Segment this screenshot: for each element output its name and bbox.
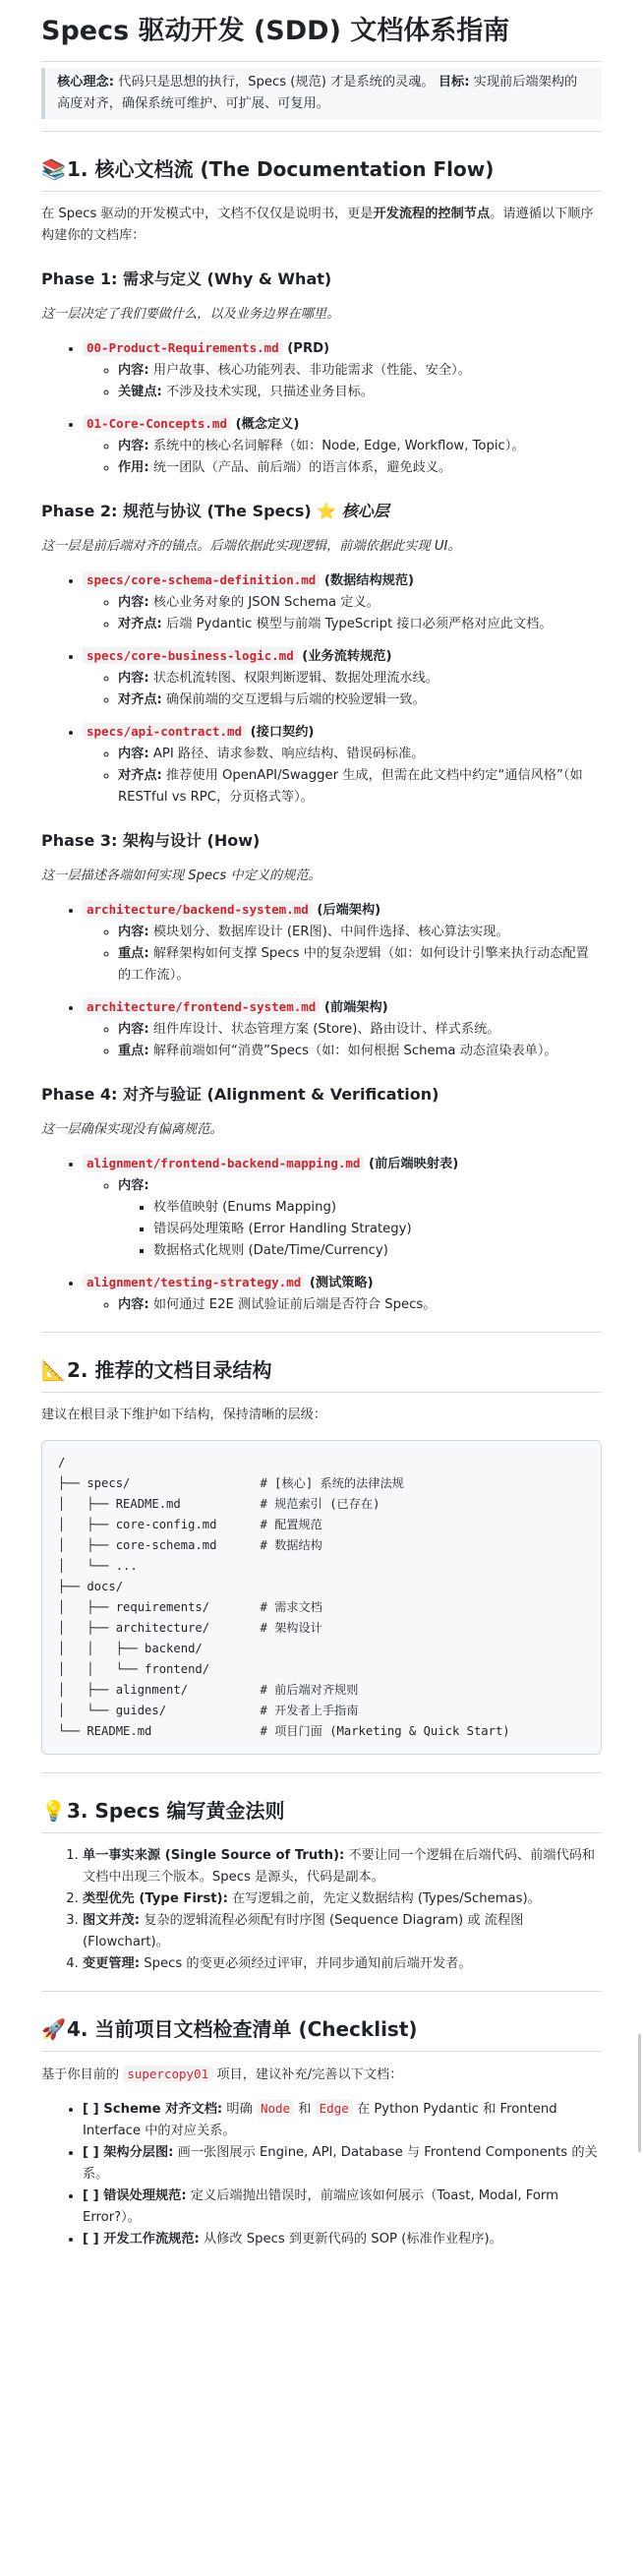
section-2-lead: 建议在根目录下维护如下结构，保持清晰的层级： — [41, 1408, 327, 1422]
item-label: Scheme 对齐文档: — [103, 2102, 223, 2117]
phase-2-list — [41, 569, 602, 809]
file-tag: (业务流转规范) — [297, 649, 392, 664]
item-label: 类型优先 (Type First): — [83, 1891, 228, 1906]
list-item — [118, 382, 602, 403]
item-text: 复杂的逻辑流程必须配有时序图 (Sequence Diagram) 或 流程图 (Flowchart)。 — [83, 1913, 524, 1949]
section-heading-2 — [41, 1347, 602, 1393]
item-text: 模块划分、数据库设计 (ER图)、中间件选择、核心算法实现。 — [148, 925, 509, 939]
file-code: specs/core-business-logic.md — [83, 647, 298, 664]
item-label: 内容: — [118, 671, 149, 686]
item-label: 重点: — [118, 1044, 149, 1058]
list-item — [83, 337, 602, 403]
list-item — [83, 413, 602, 479]
item-text: 从修改 Specs 到更新代码的 SOP (标准作业程序)。 — [199, 2232, 502, 2247]
item-text: 组件库设计、状态管理方案 (Store)、路由设计、样式系统。 — [148, 1022, 500, 1037]
core-text: 代码只是思想的执行，Specs (规范) 才是系统的灵魂。 — [114, 75, 435, 90]
list-item — [83, 1272, 602, 1316]
list-item: ▪ 错误码处理策略 (Error Handling Strategy) — [153, 1219, 602, 1240]
goal-text: 实现前后端架构的高度对齐，确保系统可维护、可扩展、可复用。 — [57, 75, 578, 111]
list-item — [83, 645, 602, 711]
section-heading-text: 4. 当前项目文档检查清单 (Checklist) — [67, 2017, 418, 2041]
item-label: 内容: — [118, 1022, 149, 1037]
section-heading-text: 2. 推荐的文档目录结构 — [67, 1358, 272, 1382]
list-item: ▪ 枚举值映射 (Enums Mapping) — [153, 1197, 602, 1219]
item-label: 内容: — [118, 439, 149, 453]
item-text: 系统中的核心名词解释（如：Node, Edge, Workflow, Topic）。 — [148, 439, 525, 453]
file-tag: (PRD) — [282, 341, 330, 356]
checkbox-marker: [ ] — [83, 2102, 104, 2117]
item-text: 解释前端如何“消费”Specs（如：如何根据 Schema 动态渲染表单）。 — [148, 1044, 557, 1058]
list-item — [118, 765, 602, 809]
phase-4-desc: 这一层确保实现没有偏离规范。 — [41, 1122, 223, 1137]
item-label: 内容: — [118, 363, 149, 378]
lead-text: 基于你目前的 — [41, 2067, 124, 2082]
file-code: alignment/testing-strategy.md — [83, 1274, 305, 1290]
checklist-item — [83, 2186, 602, 2229]
item-text: 用户故事、核心功能列表、非功能需求（性能、安全）。 — [148, 363, 471, 378]
list-item — [83, 569, 602, 635]
item-label: 变更管理: — [83, 1956, 141, 1971]
phase-3-heading: Phase 3: 架构与设计 (How) — [41, 831, 261, 850]
file-code: alignment/frontend-backend-mapping.md — [83, 1155, 364, 1171]
phase-2-heading — [41, 499, 602, 524]
item-text: 和 — [294, 2102, 316, 2117]
inline-code: Edge — [316, 2100, 353, 2117]
section-heading-3 — [41, 1787, 602, 1833]
file-code: specs/core-schema-definition.md — [83, 571, 320, 588]
triangle-ruler-icon: 📐 — [41, 1358, 66, 1382]
item-label: 关键点: — [118, 385, 162, 399]
file-tag: (前端架构) — [320, 1000, 388, 1015]
page-title: Specs 驱动开发 (SDD) 文档体系指南 — [41, 16, 510, 46]
item-label: 对齐点: — [118, 692, 162, 707]
rocket-icon: 🚀 — [41, 2017, 66, 2041]
list-item — [118, 1041, 602, 1062]
list-item — [118, 668, 602, 689]
checkbox-marker: [ ] — [83, 2145, 104, 2160]
item-label: 单一事实来源 (Single Source of Truth): — [83, 1848, 345, 1863]
item-label: 图文并茂: — [83, 1913, 141, 1928]
scrollbar-thumb[interactable] — [638, 2034, 641, 2152]
item-label: 对齐点: — [118, 617, 162, 631]
list-item — [118, 689, 602, 711]
item-text: 不要让同一个逻辑在后端代码、前端代码和文档中出现三个版本。Specs 是源头，代码是副本。 — [83, 1848, 596, 1885]
project-name-code: supercopy01 — [123, 2066, 212, 2082]
list-item — [118, 1019, 602, 1041]
item-label: 内容: — [118, 747, 149, 761]
lead-text: 在 Specs 驱动的开发模式中，文档不仅仅是说明书，更是 — [41, 207, 374, 221]
list-item — [118, 1175, 602, 1262]
section-1-lead — [41, 204, 602, 247]
divider — [41, 1332, 602, 1333]
item-text: API 路径、请求参数、响应结构、错误码标准。 — [148, 747, 425, 761]
file-tag: (接口契约) — [246, 725, 315, 740]
item-text: 确保前端的交互逻辑与后端的校验逻辑一致。 — [161, 692, 426, 707]
file-code: specs/api-contract.md — [83, 723, 246, 740]
list-item: ▪ 数据格式化规则 (Date/Time/Currency) — [153, 1240, 602, 1262]
list-item — [83, 721, 602, 809]
lightbulb-icon: 💡 — [41, 1799, 66, 1823]
phase-1-desc: 这一层决定了我们要做什么，以及业务边界在哪里。 — [41, 307, 340, 322]
file-code: 01-Core-Concepts.md — [83, 415, 231, 432]
checklist-item — [83, 2098, 602, 2142]
item-label: 开发工作流规范: — [103, 2232, 200, 2247]
item-label: 内容: — [118, 925, 149, 939]
phase-4-heading: Phase 4: 对齐与验证 (Alignment & Verification) — [41, 1085, 439, 1104]
section-heading-4 — [41, 2006, 602, 2052]
goal-label: 目标: — [438, 75, 470, 90]
core-label: 核心理念: — [57, 75, 115, 90]
list-item — [118, 592, 602, 614]
checklist-item — [83, 2229, 602, 2250]
item-text: 后端 Pydantic 模型与前端 TypeScript 接口必须严格对应此文档。 — [161, 617, 553, 631]
list-item — [118, 922, 602, 943]
section-heading-text: 1. 核心文档流 (The Documentation Flow) — [67, 157, 495, 181]
item-label: 内容: — [118, 1178, 149, 1193]
phase-heading-em: 核心层 — [336, 502, 389, 520]
file-tag: (后端架构) — [312, 903, 381, 918]
section-heading-1 — [41, 146, 602, 192]
list-item — [118, 1294, 602, 1316]
list-item — [118, 744, 602, 765]
lead-bold: 开发流程的控制节点 — [373, 207, 491, 221]
item-text: 核心业务对象的 JSON Schema 定义。 — [148, 595, 380, 610]
item-label: 内容: — [118, 595, 149, 610]
phase-1-heading: Phase 1: 需求与定义 (Why & What) — [41, 270, 332, 288]
section-heading-text: 3. Specs 编写黄金法则 — [67, 1799, 285, 1823]
item-text: 在 Python Pydantic 和 Frontend Interface 中的对应关系。 — [83, 2102, 557, 2138]
directory-tree-code-block: / ├── specs/ # [核心] 系统的法律法规 │ ├── README.md # 规范索引 (已存在) │ ├── core-config.md # 配置规范 │ ├── core-schema.md # 数据结构 │ └── ... ├── docs/ │ ├── requirements/ # 需求文档 │ ├── architecture/ # 架构设计 │ │ ├── backend/ │ │ └── frontend/ │ ├── alignment/ # 前后端对齐规则 │ └── guides/ # 开发者上手指南 └── README.md # 项目门面 (Marketing & Quick Start) — [41, 1440, 602, 1755]
item-text: 在写逻辑之前，先定义数据结构 (Types/Schemas)。 — [227, 1891, 541, 1906]
lead-text: 。请遵循以下顺序构建你的文档库： — [41, 207, 594, 243]
books-icon: 📚 — [41, 157, 66, 181]
phase-1-list — [41, 337, 602, 479]
item-text: 状态机流转图、权限判断逻辑、数据处理流水线。 — [148, 671, 438, 686]
file-code: 00-Product-Requirements.md — [83, 339, 283, 356]
list-item — [83, 1153, 602, 1262]
list-item — [83, 899, 602, 987]
checklist-item — [83, 2142, 602, 2186]
item-label: 错误处理规范: — [103, 2188, 187, 2203]
checkbox-marker: [ ] — [83, 2188, 104, 2203]
divider — [41, 131, 602, 132]
list-item — [83, 1910, 602, 1953]
item-text: 定义后端抛出错误时，前端应该如何展示（Toast, Modal, Form Error?）。 — [83, 2188, 558, 2225]
divider — [41, 1772, 602, 1773]
phase-3-desc: 这一层描述各端如何实现 Specs 中定义的规范。 — [41, 869, 322, 883]
file-code: architecture/backend-system.md — [83, 901, 313, 918]
list-item — [118, 457, 602, 479]
item-text: 解释架构如何支撑 Specs 中的复杂逻辑（如：如何设计引擎来执行动态配置的工作流）。 — [118, 946, 589, 983]
checkbox-marker: [ ] — [83, 2232, 104, 2247]
list-item — [83, 1845, 602, 1888]
phase-2-desc: 这一层是前后端对齐的锚点。后端依据此实现逻辑，前端依据此实现 UI。 — [41, 539, 461, 554]
item-text: Specs 的变更必须经过评审，并同步通知前后端开发者。 — [140, 1956, 472, 1971]
section-4-lead — [41, 2064, 602, 2086]
list-item — [118, 436, 602, 457]
item-text: 明确 — [222, 2102, 257, 2117]
file-tag: (前后端映射表) — [364, 1157, 459, 1171]
item-text: 画一张图展示 Engine, API, Database 与 Frontend Components 的关系。 — [83, 2145, 598, 2182]
inline-code: Node — [257, 2100, 294, 2117]
lead-text: 项目，建议补充/完善以下文档： — [212, 2067, 403, 2082]
file-tag: (概念定义) — [231, 417, 300, 432]
item-label: 架构分层图: — [103, 2145, 174, 2160]
intro-blockquote — [41, 68, 602, 119]
item-text: 不涉及技术实现，只描述业务目标。 — [161, 385, 375, 399]
item-label: 重点: — [118, 946, 149, 961]
star-icon: ⭐ — [317, 502, 337, 520]
list-item — [83, 1953, 602, 1975]
file-tag: (测试策略) — [305, 1276, 374, 1290]
golden-rules-list — [41, 1845, 602, 1975]
list-item — [118, 614, 602, 635]
file-tag: (数据结构规范) — [320, 573, 415, 588]
item-text: 如何通过 E2E 测试验证前后端是否符合 Specs。 — [148, 1297, 437, 1312]
item-label: 对齐点: — [118, 768, 162, 783]
divider — [41, 1991, 602, 1992]
phase-4-list — [41, 1153, 602, 1316]
item-label: 内容: — [118, 1297, 149, 1312]
list-item — [83, 1888, 602, 1910]
checklist — [41, 2098, 602, 2250]
item-text: 推荐使用 OpenAPI/Swagger 生成，但需在此文档中约定“通信风格”（如 RESTful vs RPC，分页格式等）。 — [118, 768, 583, 805]
phase-heading-text: Phase 2: 规范与协议 (The Specs) — [41, 502, 318, 520]
list-item — [118, 943, 602, 987]
phase-3-list — [41, 899, 602, 1062]
list-item — [118, 360, 602, 382]
item-label: 作用: — [118, 460, 149, 475]
divider — [41, 61, 602, 62]
list-item — [83, 996, 602, 1062]
file-code: architecture/frontend-system.md — [83, 998, 320, 1015]
item-text: 统一团队（产品、前后端）的语言体系，避免歧义。 — [148, 460, 452, 475]
